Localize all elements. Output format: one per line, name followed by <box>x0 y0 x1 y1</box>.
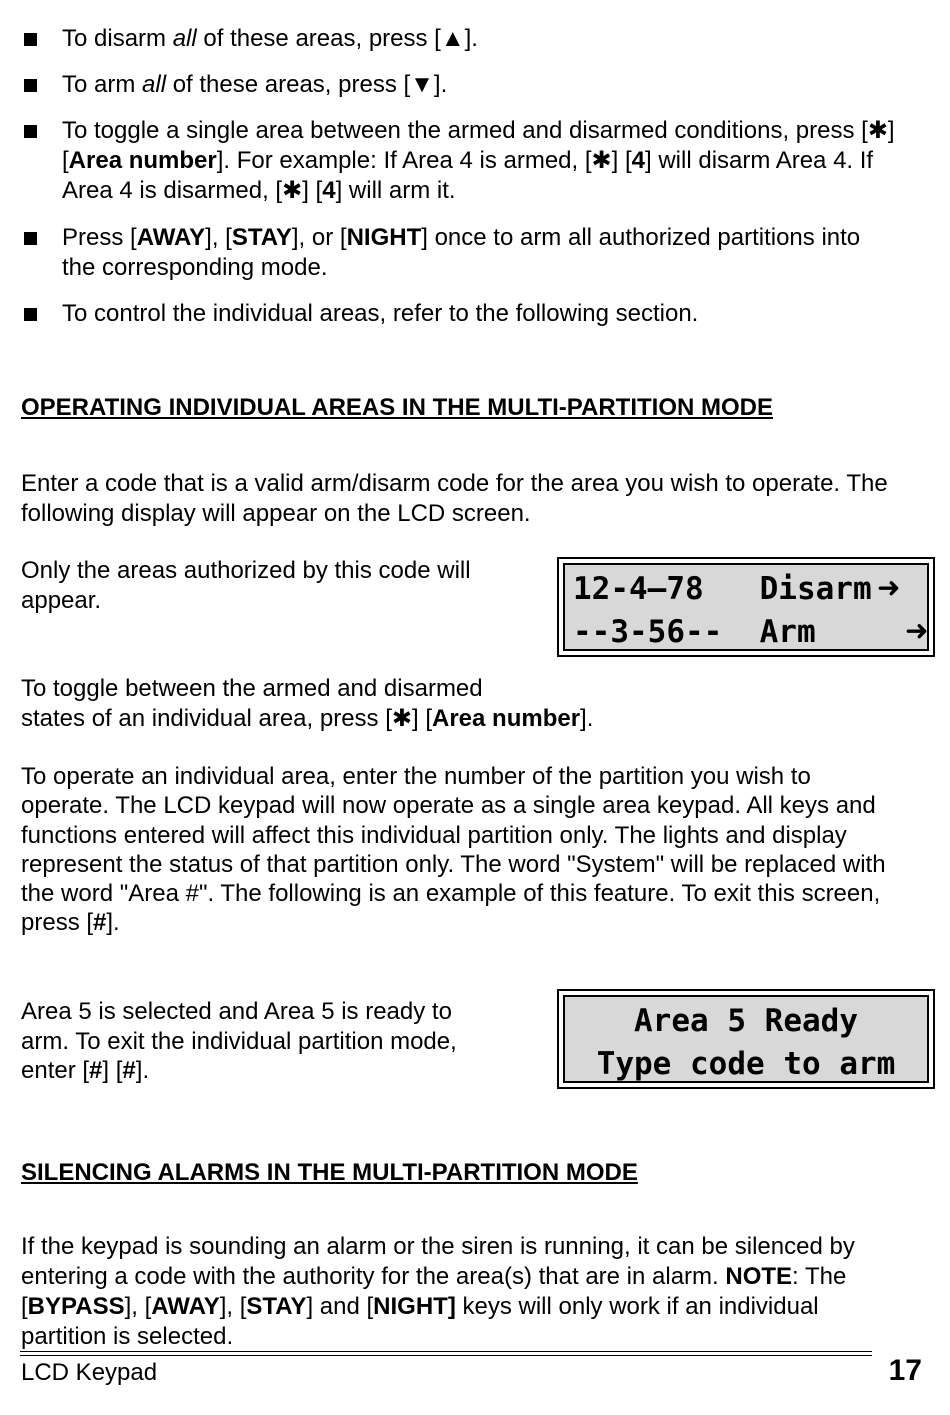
right-arrow-icon: ➜ <box>877 571 901 604</box>
bold-text: # <box>93 909 107 937</box>
page-number: 17 <box>888 1354 922 1387</box>
text: entering a code with the authority for the area(s) that are in alarm. <box>21 1263 726 1290</box>
text: To control the individual areas, refer to the following section. <box>62 300 699 327</box>
lcd-display-area-ready <box>557 989 935 1089</box>
paragraph-enter-code <box>21 469 923 528</box>
text: ]. For example: If Area 4 is armed, [✱] [ <box>216 147 632 174</box>
bold-text: STAY <box>231 224 292 251</box>
text: of these areas, press [▼]. <box>166 71 448 98</box>
text: arm. To exit the individual partition mode, <box>21 1027 457 1055</box>
text: enter [ <box>21 1057 90 1084</box>
text: appear. <box>21 586 102 614</box>
text: [ <box>21 1293 28 1320</box>
lcd-screen <box>563 563 929 651</box>
paragraph-operate-individual <box>21 762 923 938</box>
bold-text: 4 <box>322 177 336 204</box>
text: press [ <box>21 909 94 937</box>
paragraph-silencing-alarms <box>21 1232 920 1352</box>
bold-text: # <box>122 1057 136 1084</box>
text: ]. <box>580 704 594 732</box>
bold-text: BYPASS <box>27 1293 125 1320</box>
text: ] will disarm Area 4. If <box>645 147 874 174</box>
bold-text: NIGHT] <box>373 1293 456 1320</box>
bold-text: Area number <box>68 147 217 174</box>
footer-title: LCD Keypad <box>21 1359 158 1386</box>
paragraph-toggle-area <box>21 674 641 733</box>
lcd-line-2: --3-56-- Arm <box>573 614 816 650</box>
text: Enter a code that is a valid arm/disarm code for the area you wish to operate. The <box>21 470 888 497</box>
bullet-square-icon <box>24 308 37 321</box>
text: ], [ <box>219 1293 247 1320</box>
emphasis: all <box>172 25 197 52</box>
text: Only the areas authorized by this code will <box>21 557 471 584</box>
text: functions entered will affect this individual partition only. The lights and display <box>21 821 847 849</box>
bullet-square-icon <box>24 79 37 92</box>
text: the corresponding mode. <box>62 254 328 281</box>
bold-text: Area number <box>432 704 581 732</box>
lcd-line-2: Type code to arm <box>596 1046 896 1082</box>
bold-text: 4 <box>631 147 646 174</box>
bold-text: NOTE <box>725 1263 793 1290</box>
text: ] and [ <box>306 1293 374 1320</box>
bullet-arm-all <box>22 70 922 100</box>
text: Area 5 is selected and Area 5 is ready to <box>21 998 452 1025</box>
section-heading-silencing-alarms: SILENCING ALARMS IN THE MULTI-PARTITION MODE <box>21 1159 638 1186</box>
text: To toggle a single area between the armed and disarmed conditions, press [✱] <box>62 117 895 144</box>
bold-text: AWAY <box>151 1293 220 1320</box>
text: To toggle between the armed and disarmed <box>21 675 483 702</box>
lcd-line-1: Area 5 Ready <box>634 1003 858 1039</box>
bold-text: NIGHT <box>346 224 422 251</box>
text: the word "Area #". The following is an example of this feature. To exit this screen, <box>21 880 881 908</box>
text: ]. <box>106 909 120 937</box>
text: states of an individual area, press [✱] [ <box>21 704 432 732</box>
footer-rule-top <box>20 1351 872 1352</box>
bold-text: STAY <box>246 1293 307 1320</box>
text: : The <box>792 1263 847 1290</box>
text: operate. The LCD keypad will now operate as a single area keypad. All keys and <box>21 792 876 820</box>
text: partition is selected. <box>21 1323 234 1350</box>
text: ] will arm it. <box>335 177 456 204</box>
text: following display will appear on the LCD screen. <box>21 499 531 527</box>
text: ], [ <box>124 1293 152 1320</box>
bold-text: # <box>89 1057 103 1084</box>
lcd-screen <box>563 995 929 1083</box>
text: of these areas, press [▲]. <box>196 25 478 52</box>
bullet-toggle-area <box>22 116 922 206</box>
footer-rule-bottom <box>20 1355 872 1356</box>
bullet-control-individual <box>22 299 922 329</box>
section-heading-operating-individual-areas: OPERATING INDIVIDUAL AREAS IN THE MULTI-PARTITION MODE <box>21 394 773 421</box>
bullet-square-icon <box>24 125 37 138</box>
text: represent the status of that partition only. The word "System" will be replaced with <box>21 850 886 878</box>
text: ], [ <box>205 224 232 251</box>
text: ] [ <box>102 1057 123 1084</box>
right-arrow-icon: ➜ <box>905 614 929 647</box>
bullet-disarm-all <box>22 24 922 54</box>
text: Press [ <box>62 224 137 251</box>
text: ]. <box>135 1057 150 1084</box>
lcd-display-partition-status <box>557 557 935 657</box>
text: ] once to arm all authorized partitions into <box>421 224 861 251</box>
text: Area 4 is disarmed, [✱] [ <box>62 177 323 204</box>
paragraph-area5-selected <box>21 997 516 1086</box>
bullet-square-icon <box>24 232 37 245</box>
bullet-square-icon <box>24 33 37 46</box>
bullet-press-modes <box>22 223 922 283</box>
paragraph-only-authorized <box>21 556 533 615</box>
text: [ <box>62 147 69 174</box>
text: If the keypad is sounding an alarm or the siren is running, it can be silenced by <box>21 1233 855 1260</box>
text: To disarm <box>62 25 173 52</box>
text: To operate an individual area, enter the number of the partition you wish to <box>21 763 811 790</box>
text: To arm <box>62 71 143 98</box>
bold-text: AWAY <box>136 224 206 251</box>
text: keys will only work if an individual <box>455 1293 819 1320</box>
lcd-line-1: 12-4–78 Disarm <box>573 571 872 607</box>
emphasis: all <box>142 71 167 98</box>
text: ], or [ <box>291 224 347 251</box>
